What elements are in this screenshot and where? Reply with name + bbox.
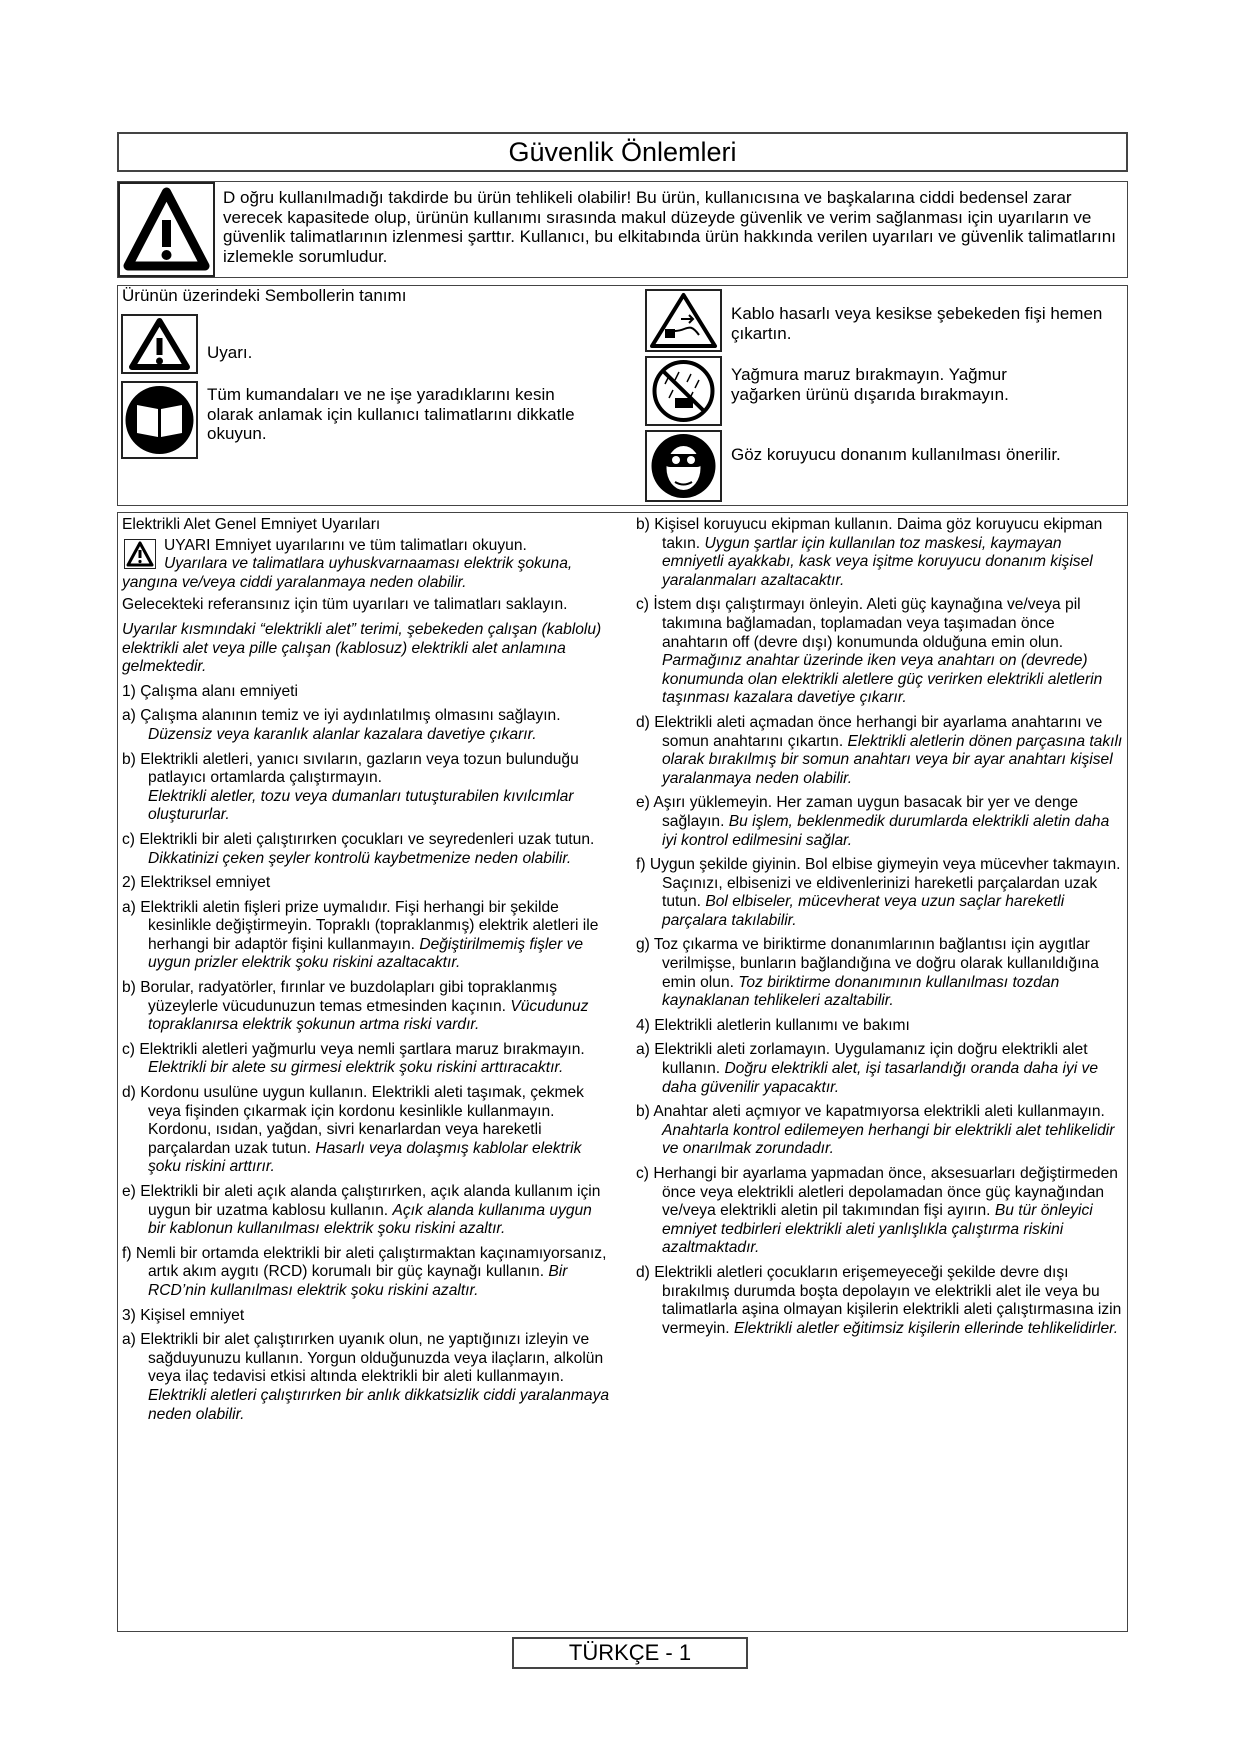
item-3a: a) Elektrikli bir alet çalıştırırken uyanık olun, ne yaptığınızı izleyin ve sağduyunuzu kullanın. Yorgun olduğunuzda veya ilaçların, alkolün veya ilaç tedavisi etkisi altında elektrikli bir aleti kullanmayın. Elektrikli aletleri çalıştırırken bir anlık dikkatsizlik ciddi yaralanmaya neden olabilir.	[122, 1331, 610, 1423]
item-3c: c) İstem dışı çalıştırmayı önleyin. Aleti güç kaynağına ve/veya pil takımına bağlamadan, toplamadan veya taşımadan önce anahtarın off (devre dışı) konumunda olduğuna emin olun. Parmağınız anahtar üzerinde iken veya anahtarı on (devrede) konumunda olan elektrikli aletlere güç verirken elektrikli aletlerin taşınması kazalara davetiye çıkarır.	[636, 596, 1103, 707]
page-number-label: TÜRKÇE - 1	[568, 1640, 692, 1665]
item-2c: c) Elektrikli aletleri yağmurlu veya nemli şartlara maruz bırakmayın. Elektrikli bir alete su girmesi elektrik şoku riskini arttıracaktır.	[122, 1040, 585, 1077]
symbol-rain-text: Yağmura maruz bırakmayın. Yağmur yağarken ürünü dışarıda bırakmayın.	[731, 365, 1009, 404]
item-2d: d) Kordonu usulüne uygun kullanın. Elektrikli aleti taşımak, çekmek veya fişinden çıkarmak için kordonu kesinlikle kullanmayın. Kordonu, ısıdan, yağdan, sivri kenarlardan veya hareketli parçalardan uzak tutun. Hasarlı veya dolaşmış kablolar elektrik şoku riskini arttırır.	[122, 1084, 584, 1176]
symbol-cable-text: Kablo hasarlı veya kesikse şebekeden fişi hemen çıkartın.	[731, 304, 1103, 343]
read-manual-icon	[121, 381, 198, 459]
item-4d: d) Elektrikli aletleri çocukların erişemeyeceği şekilde devre dışı bırakılmış durumda boşta depolayın ve elektrikli alet ile veya bu talimatlarla aşina olmayan kişilerin elektrikli aleti çalıştırmasına izin vermeyin. Elektrikli aletler eğitimsiz kişilerin ellerinde tehlikelidirler.	[636, 1263, 1122, 1337]
no-rain-icon	[645, 356, 722, 426]
symbols-heading: Ürünün üzerindeki Sembollerin tanımı	[122, 286, 407, 305]
intro-text: D oğru kullanılmadığı takdirde bu ürün tehlikeli olabilir! Bu ürün, kullanıcısına ve başkalarına ciddi bedensel zarar verecek kapasitede olup, ürünün kullanımı sırasında makul düzeyde güvenlik ve verim sağlanması için uyarıların ve güvenlik talimatlarının izlenmesi şarttır. Kullanıcı, bu elkitabında ürün hakkında verilen uyarıları ve güvenlik talimatlarını izlemekle sorumludur.	[223, 188, 1116, 266]
item-2b: b) Borular, radyatörler, fırınlar ve buzdolapları gibi topraklanmış yüzeylerle vücudunuzun temas etmesinden kaçının. Vücudunuz topraklanırsa elektrik şokunun artma riski vardır.	[122, 979, 589, 1034]
eye-protection-icon	[645, 430, 722, 502]
symbol-warning-text: Uyarı.	[207, 343, 253, 362]
item-1a: a) Çalışma alanının temiz ve iyi aydınlatılmış olmasını sağlayın. Düzensiz veya karanlık alanlar kazalara davetiye çıkarır.	[122, 707, 561, 743]
item-2a: a) Elektrikli aletin fişleri prize uymalıdır. Fişi herhangi bir şekilde kesinlikle değiştirmeyin. Topraklı (topraklanmış) elektrik aletleri ile herhangi bir adaptör fişini kullanmayın. Değiştirilmemiş fişler ve uygun prizler elektrik şoku riskini azaltacaktır.	[122, 898, 599, 972]
warning-icon	[118, 182, 215, 277]
section-work-area: 1) Çalışma alanı emniyeti	[122, 682, 298, 700]
item-3f: f) Uygun şekilde giyinin. Bol elbise giymeyin veya mücevher takmayın. Saçınızı, elbisenizi ve eldivenlerinizi hareketli parçalardan uzak tutun. Bol elbiseler, mücevherat veya uzun saçlar hareketli parçalara takılabilir.	[636, 856, 1121, 929]
item-3b: b) Kişisel koruyucu ekipman kullanın. Daima göz koruyucu ekipman takın. Uygun şartlar için kullanılan toz maskesi, kaymayan emniyetli ayakkabı, kask veya işitme koruyucu donanım kişisel yaralanmaları azaltacaktır.	[636, 516, 1103, 589]
section-electrical: 2) Elektriksel emniyet	[122, 874, 271, 892]
symbols-box	[117, 285, 1128, 506]
item-1b: b) Elektrikli aletleri, yanıcı sıvıların, gazların veya tozun bulunduğu patlayıcı ortamlarda çalıştırmayın. Elektrikli aletler, tozu veya dumanları tutuşturabilen kıvılcımlar oluştururlar.	[122, 750, 579, 824]
item-3g: g) Toz çıkarma ve biriktirme donanımlarının bağlantısı için aygıtlar verilmişse, bunların bağlandığına ve doğru olarak kullanıldığına emin olun. Toz biriktirme donanımının kullanılması tozdan kaynaklanan tehlikeleri azaltabilir.	[636, 936, 1099, 1010]
warning-italic-text: Uyarılara ve talimatlara uyhuskvarnaaması elektrik şokuna, yangına ve/veya ciddi yaralanmaya neden olabilir.	[122, 555, 573, 591]
save-instructions: Gelecekteki referansınız için tüm uyarıları ve talimatları saklayın.	[122, 596, 568, 614]
symbol-manual-text: Tüm kumandaları ve ne işe yaradıklarını kesin olarak anlamak için kullanıcı talimatlarını dikkatle okuyun.	[207, 385, 575, 443]
warning-bold-text: UYARI Emniyet uyarılarını ve tüm talimatları okuyun.	[164, 536, 527, 554]
page-title-box	[117, 132, 1128, 172]
right-column	[636, 516, 1124, 1344]
item-2e: e) Elektrikli bir aleti açık alanda çalıştırırken, açık alanda kullanım için uygun bir uzatma kablosu kullanın. Açık alanda kullanıma uygun bir kablonun kullanılması elektrik şoku riskini azaltır.	[122, 1183, 601, 1238]
item-4b: b) Anahtar aleti açmıyor ve kapatmıyorsa elektrikli aleti kullanmayın. Anahtarla kontrol edilemeyen herhangi bir elektrikli alet tehlikelidir ve onarılmak zorundadır.	[636, 1103, 1115, 1158]
warning-block	[122, 537, 612, 593]
general-heading: Elektrikli Alet Genel Emniyet Uyarıları	[122, 516, 381, 533]
page-title: Güvenlik Önlemleri	[508, 137, 737, 167]
warning-icon	[121, 314, 198, 374]
item-4c: c) Herhangi bir ayarlama yapmadan önce, aksesuarları değiştirmeden önce veya elektrikli aletleri depolamadan önce güç kaynağından ve/veya elektrikli aletin pil takımından fişi ayırın. Bu tür önleyici emniyet tedbirleri elektrikli aleti yanlışlıkla çalıştırma riskini azaltmaktadır.	[636, 1165, 1118, 1257]
item-4a: a) Elektrikli aleti zorlamayın. Uygulamanız için doğru elektrikli alet kullanın. Doğru elektrikli alet, işi tasarlandığı oranda daha iyi ve daha güvenilir yapacaktır.	[636, 1041, 1099, 1096]
section-personal: 3) Kişisel emniyet	[122, 1306, 245, 1324]
unplug-cable-icon	[645, 289, 722, 352]
symbol-eyes-text: Göz koruyucu donanım kullanılması önerilir.	[731, 445, 1061, 464]
intro-warning-box	[117, 181, 1128, 278]
section-tool-use: 4) Elektrikli aletlerin kullanımı ve bakımı	[636, 1016, 910, 1034]
small-warning-icon	[124, 539, 156, 569]
instructions-box	[117, 512, 1128, 1632]
item-3d: d) Elektrikli aleti açmadan önce herhangi bir ayarlama anahtarını ve somun anahtarını çıkartın. Elektrikli aletlerin dönen parçasına takılı olarak bırakılmış bir somun anahtarı veya bir ayar anahtarı kişisel yaralanmaya neden olabilir.	[636, 713, 1123, 787]
page-footer	[512, 1637, 748, 1669]
left-column	[122, 516, 612, 1430]
item-1c: c) Elektrikli bir aleti çalıştırırken çocukları ve seyredenleri uzak tutun. Dikkatinizi çeken şeyler kontrolü kaybetmenize neden olabilir.	[122, 830, 595, 867]
item-2f: f) Nemli bir ortamda elektrikli bir aleti çalıştırmaktan kaçınamıyorsanız, artık akım aygıtı (RCD) korumalı bir güç kaynağı kullanın. Bir RCD’nin kullanılması elektrik şoku riskini azaltır.	[122, 1244, 607, 1299]
item-3e: e) Aşırı yüklemeyin. Her zaman uygun basacak bir yer ve denge sağlayın. Bu işlem, beklenmedik durumlarda elektrikli aletin daha iyi kontrol edilmesini sağlar.	[636, 794, 1110, 849]
power-tool-term: Uyarılar kısmındaki “elektrikli alet” terimi, şebekeden çalışan (kablolu) elektrikli alet veya pille çalışan (kablosuz) elektrikli alet anlamına gelmektedir.	[122, 620, 602, 676]
